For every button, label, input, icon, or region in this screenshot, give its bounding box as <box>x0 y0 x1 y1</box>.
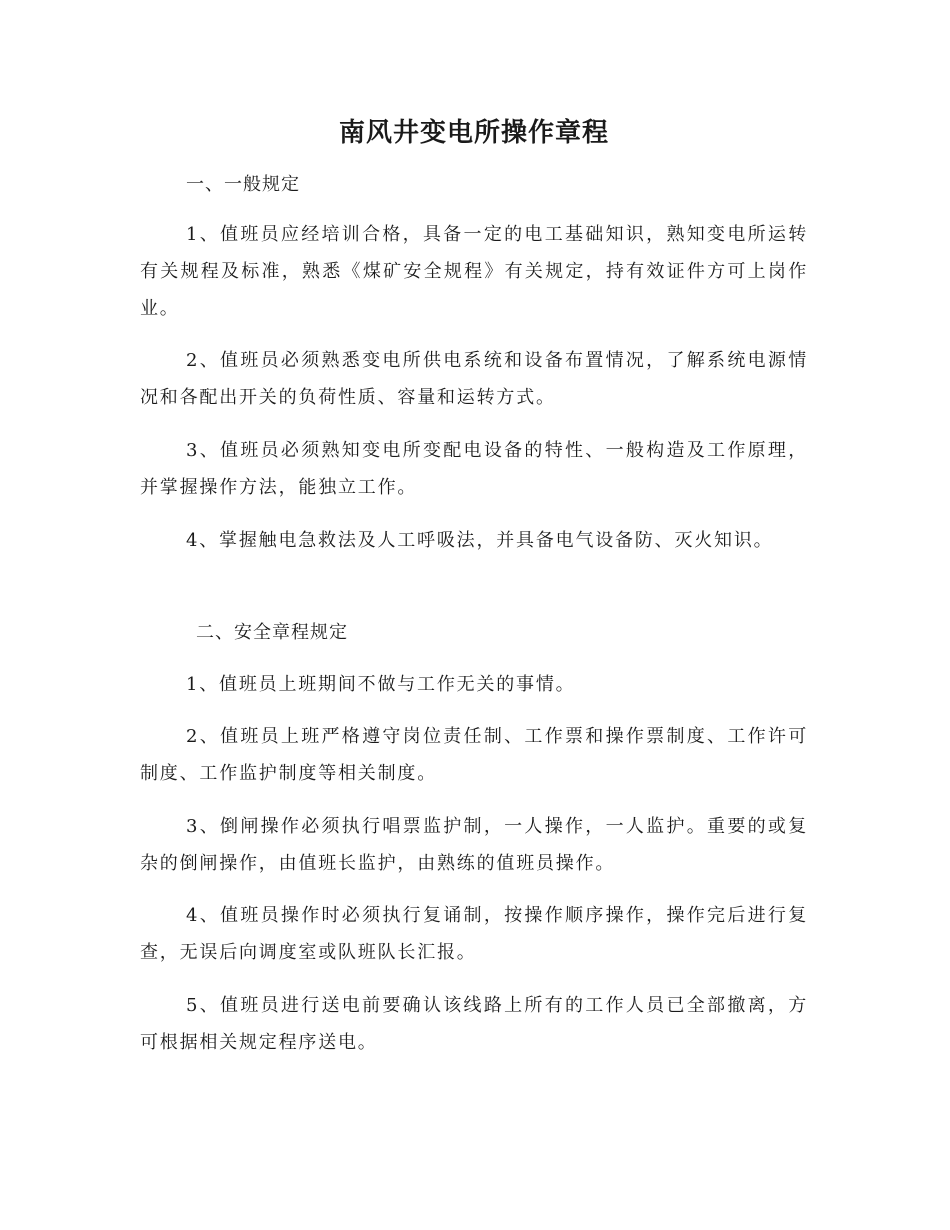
safety-rule-1: 1、值班员上班期间不做与工作无关的事情。 <box>186 674 576 695</box>
general-rule-4: 4、掌握触电急救法及人工呼吸法，并具备电气设备防、灭火知识。 <box>186 530 774 551</box>
document-title: 南风井变电所操作章程 <box>338 118 609 148</box>
safety-rule-4: 4、值班员操作时必须执行复诵制，按操作顺序操作，操作完后进行复查，无误后向调度室或队班队长汇报。 <box>140 905 808 963</box>
general-rule-3: 3、值班员必须熟知变电所变配电设备的特性、一般构造及工作原理，并掌握操作方法，能独立工作。 <box>140 440 808 498</box>
section-heading-general: 一、一般规定 <box>186 174 300 195</box>
section-heading-safety: 二、安全章程规定 <box>196 622 348 643</box>
safety-rule-5: 5、值班员进行送电前要确认该线路上所有的工作人员已全部撤离，方可根据相关规定程序送电。 <box>140 995 808 1053</box>
general-rule-1: 1、值班员应经培训合格，具备一定的电工基础知识，熟知变电所运转有关规程及标准，熟悉《煤矿安全规程》有关规定，持有效证件方可上岗作业。 <box>140 224 808 319</box>
safety-rule-2: 2、值班员上班严格遵守岗位责任制、工作票和操作票制度、工作许可制度、工作监护制度等相关制度。 <box>140 726 808 784</box>
safety-rule-3: 3、倒闸操作必须执行唱票监护制，一人操作，一人监护。重要的或复杂的倒闸操作，由值班长监护，由熟练的值班员操作。 <box>140 816 808 874</box>
general-rule-2: 2、值班员必须熟悉变电所供电系统和设备布置情况，了解系统电源情况和各配出开关的负荷性质、容量和运转方式。 <box>140 350 808 408</box>
